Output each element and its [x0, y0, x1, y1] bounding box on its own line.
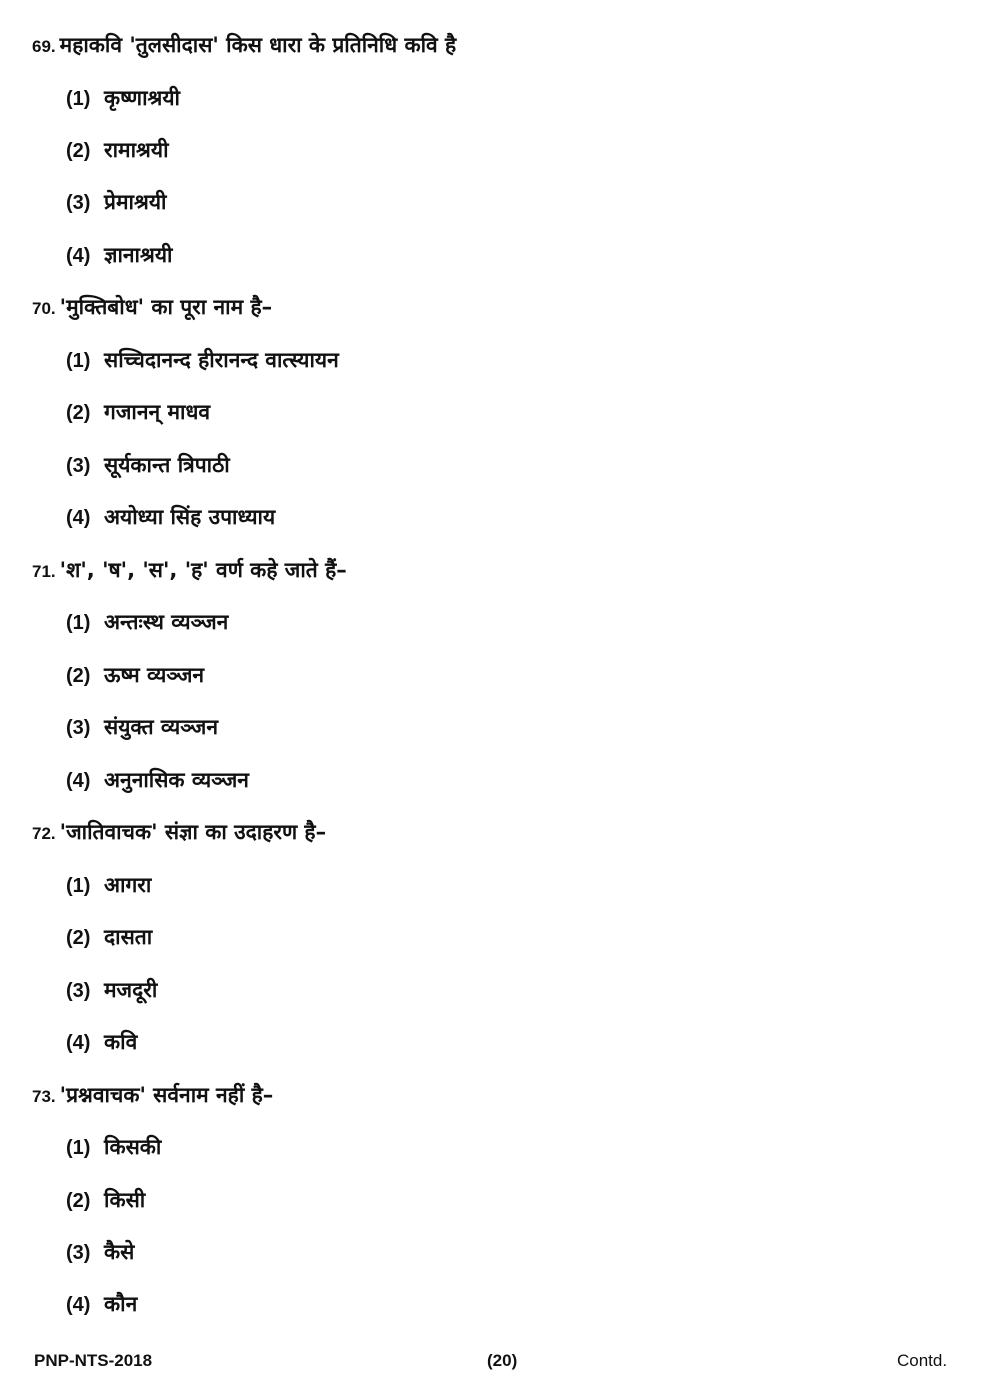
option-number: (3): [66, 717, 91, 739]
option-number: (3): [66, 192, 91, 214]
option-69-2: [66, 135, 169, 166]
option-number: (2): [66, 1190, 91, 1212]
question-text: 'मुक्तिबोध' का पूरा नाम है–: [59, 295, 273, 319]
option-text: ज्ञानाश्रयी: [104, 243, 173, 267]
option-number: (2): [66, 402, 91, 424]
option-69-4: [66, 240, 172, 271]
question-number: 69.: [32, 37, 56, 56]
option-73-4: [66, 1289, 137, 1320]
question-text: 'जातिवाचक' संज्ञा का उदाहरण है–: [59, 820, 327, 844]
option-text: गजानन् माधव: [104, 400, 211, 424]
option-69-1: [66, 83, 180, 114]
option-70-1: [66, 345, 339, 376]
page-number: (20): [487, 1351, 518, 1370]
option-number: (3): [66, 1242, 91, 1264]
exam-code: PNP-NTS-2018: [34, 1351, 153, 1370]
option-70-4: [66, 502, 275, 533]
option-text: आगरा: [104, 873, 152, 897]
option-number: (3): [66, 455, 91, 477]
option-text: सच्चिदानन्द हीरानन्द वात्स्यायन: [104, 348, 339, 372]
question-73: [32, 1080, 273, 1112]
option-73-2: [66, 1185, 145, 1216]
option-71-2: [66, 660, 204, 691]
option-number: (1): [66, 350, 91, 372]
option-72-3: [66, 975, 157, 1006]
option-73-1: [66, 1132, 161, 1163]
option-text: कौन: [104, 1292, 138, 1316]
question-number: 70.: [32, 299, 56, 318]
option-text: दासता: [104, 925, 153, 949]
option-number: (3): [66, 980, 91, 1002]
option-71-4: [66, 765, 249, 796]
option-number: (2): [66, 140, 91, 162]
option-text: सूर्यकान्त त्रिपाठी: [104, 453, 230, 477]
option-number: (1): [66, 875, 91, 897]
continued-label: Contd.: [897, 1351, 948, 1370]
option-number: (2): [66, 665, 91, 687]
option-number: (4): [66, 245, 91, 267]
option-text: अन्तःस्थ व्यञ्जन: [104, 610, 229, 634]
option-72-2: [66, 922, 152, 953]
option-70-2: [66, 397, 210, 428]
option-number: (1): [66, 612, 91, 634]
option-text: कवि: [104, 1030, 138, 1054]
question-text: महाकवि 'तुलसीदास' किस धारा के प्रतिनिधि कवि है: [59, 33, 457, 57]
option-text: प्रेमाश्रयी: [104, 190, 167, 214]
option-text: कैसे: [104, 1240, 135, 1264]
option-text: कृष्णाश्रयी: [104, 86, 180, 110]
question-71: [32, 555, 347, 587]
option-text: मजदूरी: [104, 978, 158, 1002]
question-number: 73.: [32, 1087, 56, 1106]
option-number: (2): [66, 927, 91, 949]
option-69-3: [66, 187, 166, 218]
option-71-1: [66, 607, 228, 638]
option-70-3: [66, 450, 230, 481]
option-text: किसकी: [104, 1135, 162, 1159]
question-text: 'प्रश्नवाचक' सर्वनाम नहीं है–: [59, 1083, 274, 1107]
option-number: (4): [66, 1294, 91, 1316]
option-text: संयुक्त व्यञ्जन: [104, 715, 219, 739]
option-number: (1): [66, 88, 91, 110]
question-69: [32, 30, 456, 62]
question-70: [32, 292, 272, 324]
option-number: (1): [66, 1137, 91, 1159]
option-text: अयोध्या सिंह उपाध्याय: [104, 505, 276, 529]
option-number: (4): [66, 1032, 91, 1054]
question-text: 'श', 'ष', 'स', 'ह' वर्ण कहे जाते हैं–: [59, 558, 347, 582]
option-number: (4): [66, 770, 91, 792]
question-number: 72.: [32, 824, 56, 843]
option-72-1: [66, 870, 151, 901]
option-number: (4): [66, 507, 91, 529]
option-text: रामाश्रयी: [104, 138, 169, 162]
option-73-3: [66, 1237, 134, 1268]
option-text: किसी: [104, 1188, 146, 1212]
option-71-3: [66, 712, 218, 743]
option-text: ऊष्म व्यञ्जन: [104, 663, 205, 687]
option-text: अनुनासिक व्यञ्जन: [104, 768, 249, 792]
question-72: [32, 817, 326, 849]
question-number: 71.: [32, 562, 56, 581]
option-72-4: [66, 1027, 137, 1058]
